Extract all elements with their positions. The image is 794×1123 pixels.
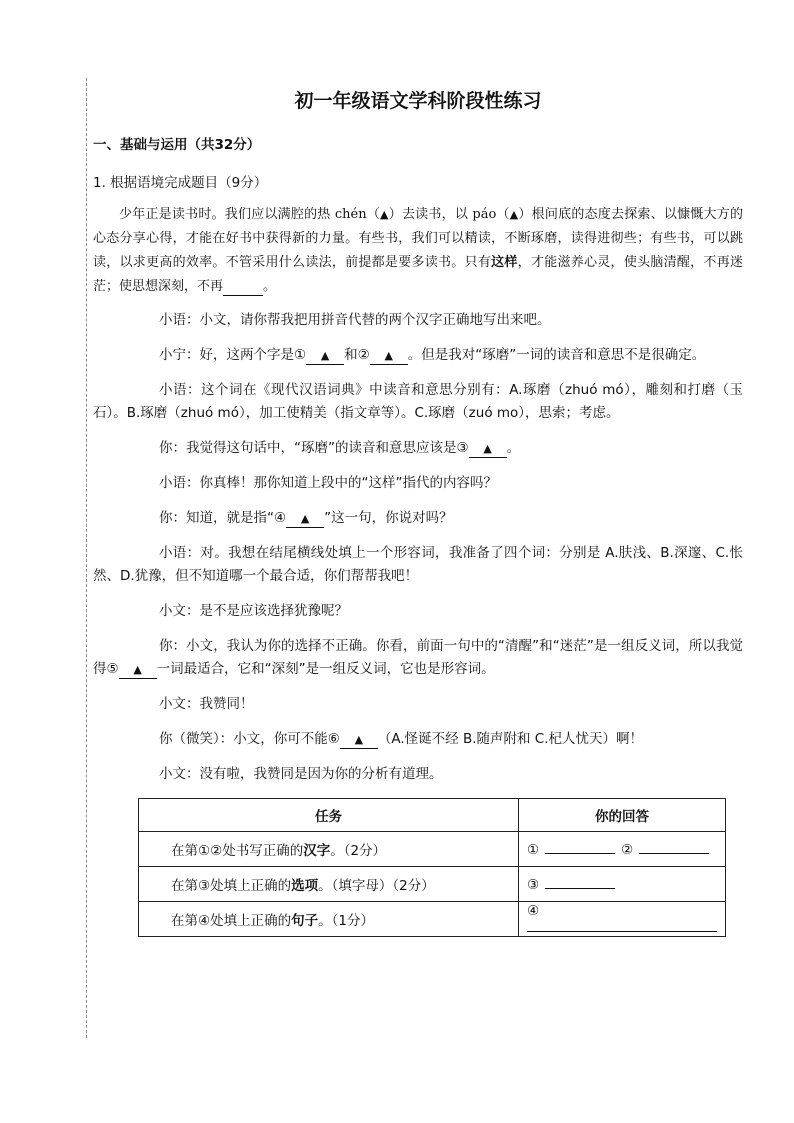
answer-blank-4[interactable]	[286, 510, 324, 528]
passage-text: ）根问底的态度去探索、以慷慨大方的心态分享心得，才能在好书中获得新的力量。有些书，我们可以精读，不断琢磨，读得进彻些；有些书，可以跳读，以求更高的效率。不管采用什么读法，前提都是要多读书。只有	[93, 207, 743, 270]
answer-blank-1[interactable]	[306, 347, 344, 365]
task-text: 。（2分）	[330, 843, 387, 859]
dialog-text: 你：知道，就是指“④	[159, 510, 287, 526]
answer-blank-2[interactable]	[370, 347, 408, 365]
task-table	[138, 798, 726, 937]
triangle-icon: ▲	[384, 349, 393, 362]
header-task: 任务	[139, 799, 519, 832]
triangle-icon: ▲	[483, 442, 492, 455]
dialog-text: 你：我觉得这句话中，“琢磨”的读音和意思应该是③	[159, 440, 469, 456]
answer-blank-6[interactable]	[340, 731, 378, 749]
dialog-text: 小宁：好，这两个字是①	[159, 347, 307, 363]
passage-text: ，才能滋养心灵，使头脑清醒，不再迷茫；使思想深刻，不再	[93, 255, 743, 294]
task-text: 。（填字母）（2分）	[318, 878, 435, 894]
triangle-icon: ▲	[133, 663, 142, 676]
triangle-icon: ▲	[509, 208, 519, 221]
header-answer: 你的回答	[519, 799, 726, 832]
passage-text: 少年正是读书时。我们应以满腔的热 chén（	[119, 207, 381, 222]
dialog-text: 。但是我对“琢磨”一词的读音和意思不是很确定。	[407, 347, 706, 363]
task-cell	[139, 832, 519, 867]
answer-marker: ①	[527, 841, 540, 858]
triangle-icon: ▲	[320, 349, 330, 362]
passage-text: ）去读书，以 páo（	[388, 207, 510, 222]
dialog-line	[93, 507, 743, 530]
dialog-line: 小文：没有啦，我赞同是因为你的分析有道理。	[159, 766, 443, 782]
task-keyword: 汉字	[303, 843, 331, 859]
dialog-text: 。	[506, 440, 521, 456]
dialog-line	[93, 635, 743, 681]
task-text: 在第①②处书写正确的	[171, 843, 304, 859]
answer-blank-3[interactable]	[469, 440, 507, 458]
dialog-line	[93, 437, 743, 460]
table-header-row	[139, 799, 726, 832]
answer-line[interactable]	[545, 841, 615, 854]
task-text: 。（1分）	[318, 913, 374, 929]
dialog-text: ”这一句，你说对吗？	[324, 510, 453, 526]
dialog-line: 小语：小文，请你帮我把用拼音代替的两个汉字正确地写出来吧。	[159, 312, 551, 328]
dialog-text: 你：小文，我认为你的选择不正确。你看，前面一句中的“清醒”和“迷茫”是一组反义词，所以我觉得⑤	[93, 638, 743, 677]
dialog-text: 一词最适合，它和“深刻”是一组反义词，它也是形容词。	[156, 661, 495, 677]
task-text: 在第③处填上正确的	[171, 878, 292, 894]
task-cell	[139, 902, 519, 937]
triangle-icon: ▲	[380, 208, 389, 221]
answer-cell	[519, 832, 726, 867]
task-text: 在第④处填上正确的	[171, 913, 292, 929]
page-title: 初一年级语文学科阶段性练习	[294, 90, 542, 112]
answer-marker: ③	[527, 876, 540, 893]
answer-marker: ②	[621, 841, 634, 858]
passage-text: 。	[263, 279, 277, 294]
dialog-text: 和②	[344, 347, 370, 363]
table-row	[139, 902, 726, 937]
task-keyword: 句子	[291, 913, 319, 929]
reading-passage	[93, 203, 743, 299]
dialog-text: （A.怪诞不经 B.随声附和 C.杞人忧天）啊！	[377, 731, 644, 747]
section-heading: 一、基础与运用（共32分）	[93, 137, 261, 153]
dialog-line	[93, 344, 743, 367]
answer-line[interactable]	[545, 876, 615, 889]
passage-blank[interactable]	[223, 279, 263, 296]
triangle-icon: ▲	[300, 512, 310, 525]
dialog-line: 小文：我赞同！	[159, 696, 254, 712]
worksheet-page	[93, 80, 743, 937]
answer-cell	[519, 902, 726, 937]
answer-marker: ④	[527, 902, 540, 919]
answer-cell	[519, 867, 726, 902]
question-heading: 1. 根据语境完成题目（9分）	[93, 175, 268, 191]
answer-line[interactable]	[527, 919, 717, 932]
task-cell	[139, 867, 519, 902]
table-row	[139, 867, 726, 902]
dialog-line	[93, 728, 743, 751]
dialog-text: 你（微笑）：小文，你可不能⑥	[159, 731, 340, 747]
task-keyword: 选项	[291, 878, 319, 894]
binding-margin-line	[86, 78, 87, 1038]
table-row	[139, 832, 726, 867]
passage-keyword: 这样	[491, 255, 518, 270]
answer-line[interactable]	[639, 841, 709, 854]
dialog-line: 小语：你真棒！那你知道上段中的“这样”指代的内容吗？	[159, 475, 497, 491]
dialog-line: 小文：是不是应该选择犹豫呢？	[159, 603, 348, 619]
triangle-icon: ▲	[354, 733, 364, 746]
dialog-line: 小语：这个词在《现代汉语词典》中读音和意思分别有：A.琢磨（zhuó mó），雕刻和打磨（玉石）。B.琢磨（zhuó mó），加工使精美（指文章等）。C.琢磨（zuó mo），思索；考虑。	[93, 382, 743, 421]
dialog-line: 小语：对。我想在结尾横线处填上一个形容词，我准备了四个词：分别是 A.肤浅、B.深邃、C.怅然、D.犹豫，但不知道哪一个最合适，你们帮帮我吧！	[93, 545, 743, 584]
answer-blank-5[interactable]	[119, 661, 157, 679]
